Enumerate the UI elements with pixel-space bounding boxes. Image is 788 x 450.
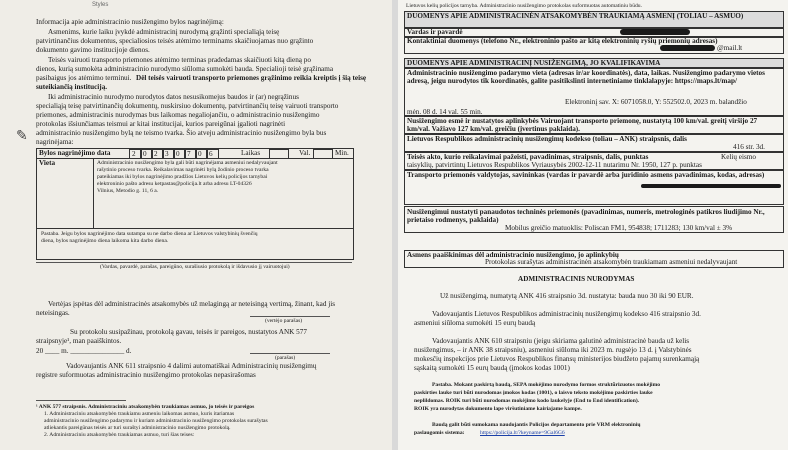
ank-line-1: Vadovaujantis ANK 611 straipsnio 4 dalimi automatiškai Administracinių nusižengimų xyxy=(66,362,317,370)
hearing-table xyxy=(36,148,354,260)
left-document-page xyxy=(0,0,392,450)
intro-line-13: administracinio nusižengimo bylą ne teismo tvarka. Šio atveju administracinio nusižengimo byla bus xyxy=(36,129,327,137)
coords-2: mėn. 08 d. 14 val. 55 min. xyxy=(407,108,483,116)
footnote-2: administracinio nusižengimo padarymu ir kuriam administracinio nusižengimo protokolas surašytas xyxy=(44,418,268,424)
owner-label: Transporto priemonės valdytojas, savininkas (vardas ir pavardė arba juridinio asmens pavadinimas, kodas, adresas) xyxy=(407,171,765,179)
signature-line xyxy=(36,262,352,263)
signature-caption: (Vardas, pavardė, parašas, pareigūno, surašiusio protokolą ir išdavusio jį vairuotojui) xyxy=(100,264,290,270)
footnote-0: ¹ ANK 577 straipsnis. Administraciniu atsakomybėn traukiamas asmuo, jo teisės ir pareigos xyxy=(36,404,255,410)
order-line-3a: Vadovaujantis ANK 610 straipsniu (jeigu skiriama galutinė administracinė bauda už kelis xyxy=(432,337,690,345)
date-digit: 0 xyxy=(198,150,202,158)
place-text-3: elektroninio pašto adresu ketpastas@policija.lt arba adresu LT-04326 xyxy=(97,181,252,187)
intro-line-6: pasibaigus jos atėmimo terminui. xyxy=(36,74,132,82)
hearing-date-label: Bylos nagrinėjimo data xyxy=(39,149,111,157)
date-digit: 6 xyxy=(209,150,213,158)
intro-line-7: Dėl teisės vairuoti transporto priemones grąžinimo reikia kreiptis į šią teisę xyxy=(136,74,367,82)
intro-line-12: protokolas išsiunčiamas teismui ar kitai institucijai, kurios pareigūnai įgalioti nagrinėti xyxy=(36,120,286,128)
intro-line-8: suteikiančią instituciją. xyxy=(36,83,108,91)
explain-label: Asmens paaiškinimas dėl administracinio nusižengimo, jo aplinkybių xyxy=(407,251,619,259)
intro-line-1: Asmenims, kurie laiku įvykdė administracinį nurodymą grąžinti specialiąją teisę xyxy=(48,28,280,36)
translator-sign-line xyxy=(250,316,330,317)
intro-line-4: Teisės vairuoti transporto priemones atėmimo terminas pradedamas skaičiuoti kitą dieną po xyxy=(48,56,311,64)
contact-value: @mail.lt xyxy=(717,44,743,52)
translator-line: Vertėjas įspėtas dėl administracinės atsakomybės už melagingą ar neteisingą vertimą, žinant, kad jis xyxy=(48,300,336,308)
redaction-mark xyxy=(641,184,781,188)
order-line-1: Už nusižengimą, numatytą ANK 416 straipsnio 3d. nustatyta: bauda nuo 30 iki 90 EUR. xyxy=(440,292,694,300)
bottom-line-2: paslaugomis sistema: xyxy=(414,430,465,436)
place-text-4: Vilnius, Metodio g. 11, 6 a. xyxy=(97,188,159,194)
act-label: Teisės akto, kurio reikalavimai pažeisti, pavadinimas, straipsnis, dalis, punktas xyxy=(407,153,649,161)
act-value-1: Kelių eismo xyxy=(721,153,756,161)
person-header: DUOMENYS APIE ADMINISTRACINĖN ATSAKOMYBĖN TRAUKIAMĄ ASMENĮ (TOLIAU – ASMUO) xyxy=(407,12,744,20)
qual-header: DUOMENYS APIE ADMINISTRACINĮ NUSIŽENGIMĄ, JO KVALIFIKAVIMA xyxy=(407,59,661,67)
owner-row xyxy=(404,169,784,205)
ank-line-2: registre suformuotas administracinio nusižengimo protokolas nepasirašomas xyxy=(36,371,256,379)
speed-row xyxy=(404,115,784,135)
code-row xyxy=(404,133,784,153)
intro-line-0: Informacija apie administracinio nusižengimo bylos nagrinėjimą: xyxy=(36,18,224,26)
right-document-page xyxy=(398,0,788,450)
date-digit: 2 xyxy=(132,150,136,158)
protocol-ack-line-2: straipsnyje¹, man paaiškintos. xyxy=(36,337,122,345)
place-text-2: pateikiamas iki bylos nagrinėjimo pradžios Lietuvos kelių policijos tarnybai xyxy=(97,174,268,180)
pencil-icon: ✎ xyxy=(16,129,28,144)
act-row xyxy=(404,151,784,171)
footnote-divider xyxy=(36,400,126,401)
intro-line-3: dokumento gavimo institucijoje dienos. xyxy=(36,46,150,54)
place-text-1: rašytinio proceso tvarka. Reikalavimas nagrinėti bylą žodinio proceso tvarka xyxy=(97,167,269,173)
footnote-4: 2. Administraciniu atsakomybėn traukiamas asmuo, turi šias teises: xyxy=(44,432,195,438)
footnote-1: 1. Administraciniu atsakomybėn traukiamu asmeniu laikomas asmuo, kuris itariamas xyxy=(44,411,235,417)
intro-line-11: priemones, administracinis nurodymas bus laikomas negaliojančiu, o administracinio nusižengimo xyxy=(36,111,320,119)
right-top-line: Lietuvos kelių policijos tarnyba. Administracinio nusižengimo protokolas suformuotas automatiniu būdu. xyxy=(406,3,642,9)
code-label: Lietuvos Respublikos administracinių nusižengimų kodekso (toliau – ANK) straipsnis, dalis xyxy=(407,135,687,143)
note-line-4: ROIK yra nurodytas dokumento lape viršutiniame kairiajame kampe. xyxy=(414,406,582,412)
speed-text: Nusižengimo esmė ir nustatytos aplinkybės Vairuojant transporto priemonę, nustatytą 100 km/val. greitį viršijo 27 km/val. Važiavo 127 km/val. greičiu (įvertinus paklaida). xyxy=(407,117,758,134)
table-note-1: diena, bylos nagrinėjimo diena laikoma kita darbo diena. xyxy=(41,238,169,244)
minute-label: Min. xyxy=(335,149,349,157)
redaction-mark xyxy=(620,29,690,35)
styles-tab[interactable]: Styles xyxy=(92,2,109,8)
order-line-3c: mokesčių inspekcijos prie Lietuvos Respublikos finansų ministerijos biudžeto pajamų surenkamąją xyxy=(414,355,700,363)
note-line-3: neplildomas. ROIK turi būti nurodomas mokėjimo kodo laukelyje (End to End identification). xyxy=(414,398,640,404)
place-text-0: Administracinio nusižengimo byla gali būti nagrinėjama asmeniui nedalyvaujant xyxy=(97,160,278,166)
device-row xyxy=(404,206,784,233)
date-digit: 0 xyxy=(143,150,147,158)
order-line-3b: nusižengimus, – ir ANK 38 straipsniu), asmeniui siūloma iki 2023 m. rugsėjo 13 d. į Valstybinės xyxy=(414,346,692,354)
intro-line-14: nagrinėjama: xyxy=(36,138,74,146)
translator-line-2: neteisingas. xyxy=(36,309,70,317)
order-line-3d: sąskaitą sumokėti 15 eurų baudą (įmokos kodas 1001) xyxy=(414,364,570,372)
coords: Elektroninį sav. X: 6071058.0, Y: 552502.0, 2023 m. balandžio xyxy=(565,98,747,106)
intro-line-10: specialiąją teisę patvirtinančių dokumentų, nuskirsiuo dokumentų, patvirtinančių teisę vairuoti transporto xyxy=(36,102,339,110)
order-header: ADMINISTRACINIS NURODYMAS xyxy=(518,275,635,283)
table-note-0: Pastaba. Jeigu bylos nagrinėjimo data sutampa su ne darbo diena ar Lietuvos valstybinių švenčių xyxy=(41,231,258,237)
place-label: Administracinio nusižengimo padarymo vieta (adresas ir/ar koordinatės), data, laikas. Nusižengimo padarymo vietos adresą, jeigu nurodytos tik koordinatės, galite pasitikslinti internetiniame tinklalapyje: https://maps.lt/map/ xyxy=(407,69,765,86)
protocol-ack-line: Su protokolu susipažinau, protokolą gavau, teisės ir pareigos, nustatytos ANK 577 xyxy=(70,328,307,336)
date-digit: 0 xyxy=(176,150,180,158)
bottom-line-1: Baudą galit būti sumokama naudojantis Policijos departamento prie VRM elektroninių xyxy=(432,422,641,428)
place-row xyxy=(404,67,784,117)
translator-caption: (vertėjo parašas) xyxy=(265,318,303,324)
order-line-2b: asmeniui siūloma sumokėti 15 eurų baudą xyxy=(414,319,536,327)
date-digit: 3 xyxy=(165,150,169,158)
footnote-3: atliekantis pareigūnas teisės ar turi suraštyi administracinio nusižengimo protokolą. xyxy=(44,425,231,431)
date-digit: 2 xyxy=(154,150,158,158)
note-line-1: Pastaba. Mokant paskirtą baudą, SEPA mokėjimo nurodymo formos struktūrizuotos mokėjimo xyxy=(432,382,661,388)
payment-link[interactable]: https://policija.lt/?keyname=9Gal6G6 xyxy=(480,430,565,436)
sign-caption: (parašas) xyxy=(275,355,296,361)
explain-row xyxy=(404,250,784,268)
intro-line-9: Iki administracinio nurodymo nurodytos datos nesusikomejus baudos ir (ar) negrąžinus xyxy=(48,93,299,101)
intro-line-2: patvirtinančius dokumentus, specialiosios teisės atėmimo terminams skaičiuojamas nuo grąžinto xyxy=(36,37,314,45)
explain-value: Protokolas surašytas administracinėn atsakomybėn traukiamam asmeniui nedalyvaujant xyxy=(485,258,738,266)
ack-sign-line xyxy=(250,353,330,354)
date-digit: 7 xyxy=(187,150,191,158)
device-label: Nusižengimui nustatyti panaudotos techninės priemonės (pavadinimas, numeris, metrologinės patikros liudijimo Nr., prietaiso rodmenys, paklaida) xyxy=(407,208,765,225)
place-label: Vieta xyxy=(39,159,56,167)
time-label: Laikas xyxy=(241,149,261,157)
device-value: Mobilus greičio matuoklis: Poliscan FM1, 954838; 1711283; 130 km/val ± 3% xyxy=(505,224,733,232)
contact-label: Kontaktiniai duomenys (telefono Nr., elektroninio pašto ar kitą elektroninių ryšių priemonių adresas) xyxy=(407,37,718,45)
date-line: 20 ____ m. _______________ d. xyxy=(36,347,132,355)
hour-label: Val. xyxy=(299,149,311,157)
redaction-mark xyxy=(660,45,715,51)
name-label: Vardas ir pavardė xyxy=(407,28,463,36)
order-line-2a: Vadovaujantis Lietuvos Respublikos administracinių nusižengimų kodekso 416 straipsnio 3d. xyxy=(432,310,701,318)
code-value: 416 str. 3d. xyxy=(733,143,765,151)
note-line-2: paskirties lauke turi būti nurodomas įmokos kodas (1001), o laisvo teksto mokėjimo paskirties lauke xyxy=(414,390,653,396)
contact-row xyxy=(404,36,784,54)
act-value-2: taisyklių, patvirtintų Lietuvos Respublikos Vyriausybės 2002-12-11 nutarimu Nr. 1950, 127 p. punktas xyxy=(407,161,702,169)
intro-line-5: dienos, kurią sumokėta administracinio nurodymo siūloma sumokėti bauda. Specialioji teisė grąžinama xyxy=(36,65,334,73)
